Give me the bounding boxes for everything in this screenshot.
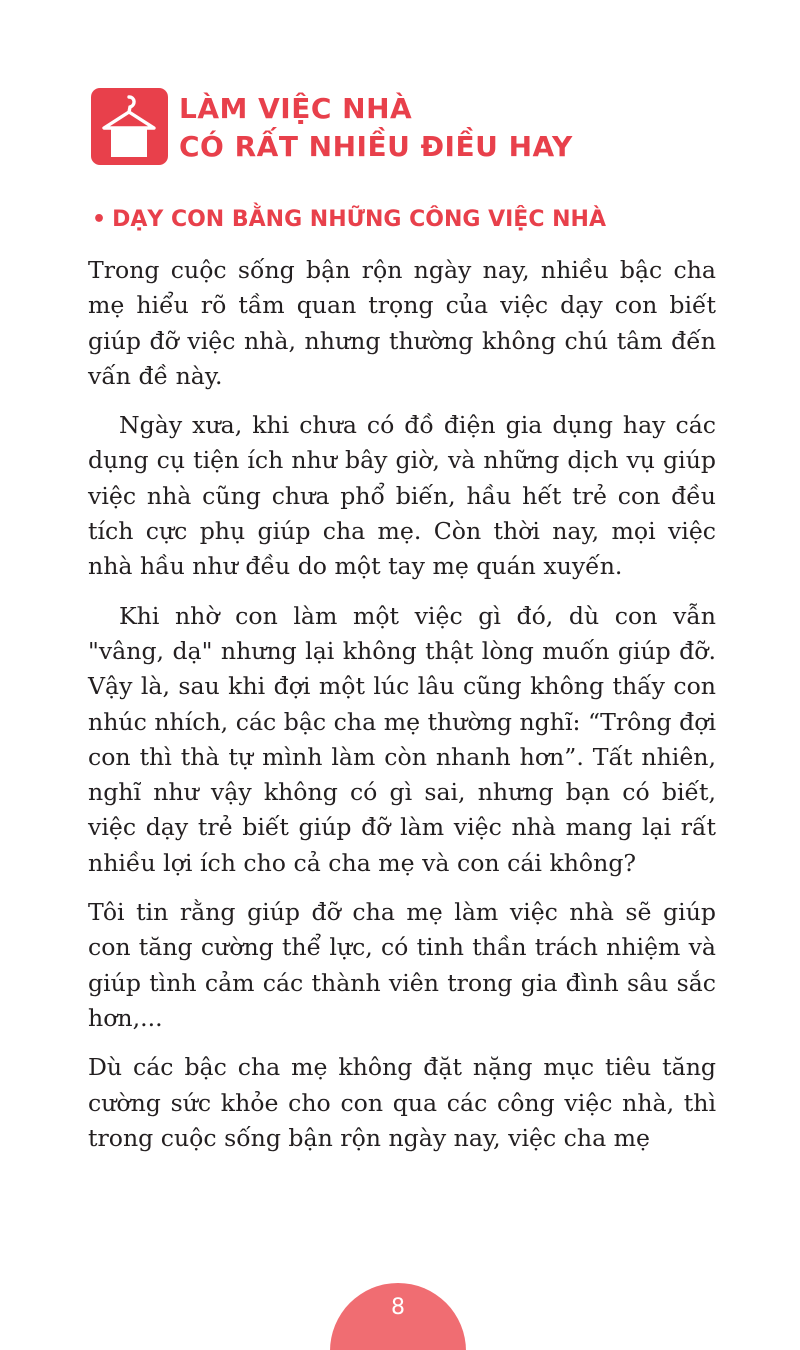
- body-text: [88, 253, 716, 1170]
- chapter-title: [179, 90, 699, 166]
- paragraph: Ngày xưa, khi chưa có đồ điện gia dụng hay các dụng cụ tiện ích như bây giờ, và những dịch vụ giúp việc nhà cũng chưa phổ biến, hầu hết trẻ con đều tích cực phụ giúp cha mẹ. Còn thời nay, mọi việc nhà hầu như đều do một tay mẹ quán xuyến.: [88, 411, 716, 581]
- paragraph: Khi nhờ con làm một việc gì đó, dù con vẫn "vâng, dạ" nhưng lại không thật lòng muốn giúp đỡ. Vậy là, sau khi đợi một lúc lâu cũng không thấy con nhúc nhích, các bậc cha mẹ thường nghĩ: “Trông đợi con thì thà tự mình làm còn nhanh hơn”. Tất nhiên, nghĩ như vậy không có gì sai, nhưng bạn có biết, việc dạy trẻ biết giúp đỡ làm việc nhà mang lại rất nhiều lợi ích cho cả cha mẹ và con cái không?: [88, 601, 716, 877]
- chapter-title-line-2: CÓ RẤT NHIỀU ĐIỀU HAY: [179, 130, 573, 163]
- page-number: 8: [391, 1295, 405, 1320]
- paragraph: Tôi tin rằng giúp đỡ cha mẹ làm việc nhà sẽ giúp con tăng cường thể lực, có tinh thần trách nhiệm và giúp tình cảm các thành viên trong gia đình sâu sắc hơn,...: [88, 898, 716, 1032]
- paragraph: Trong cuộc sống bận rộn ngày nay, nhiều bậc cha mẹ hiểu rõ tầm quan trọng của việc dạy con biết giúp đỡ việc nhà, nhưng thường không chú tâm đến vấn đề này.: [88, 256, 716, 390]
- chapter-title-line-1: LÀM VIỆC NHÀ: [179, 92, 413, 125]
- bullet-icon: •: [92, 207, 107, 232]
- paragraph: Dù các bậc cha mẹ không đặt nặng mục tiêu tăng cường sức khỏe cho con qua các công việc nhà, thì trong cuộc sống bận rộn ngày nay, việc cha mẹ: [88, 1053, 716, 1152]
- clothes-hanger-icon: [91, 88, 168, 165]
- section-heading: [92, 203, 712, 237]
- section-heading-text: DẠY CON BẰNG NHỮNG CÔNG VIỆC NHÀ: [112, 207, 606, 232]
